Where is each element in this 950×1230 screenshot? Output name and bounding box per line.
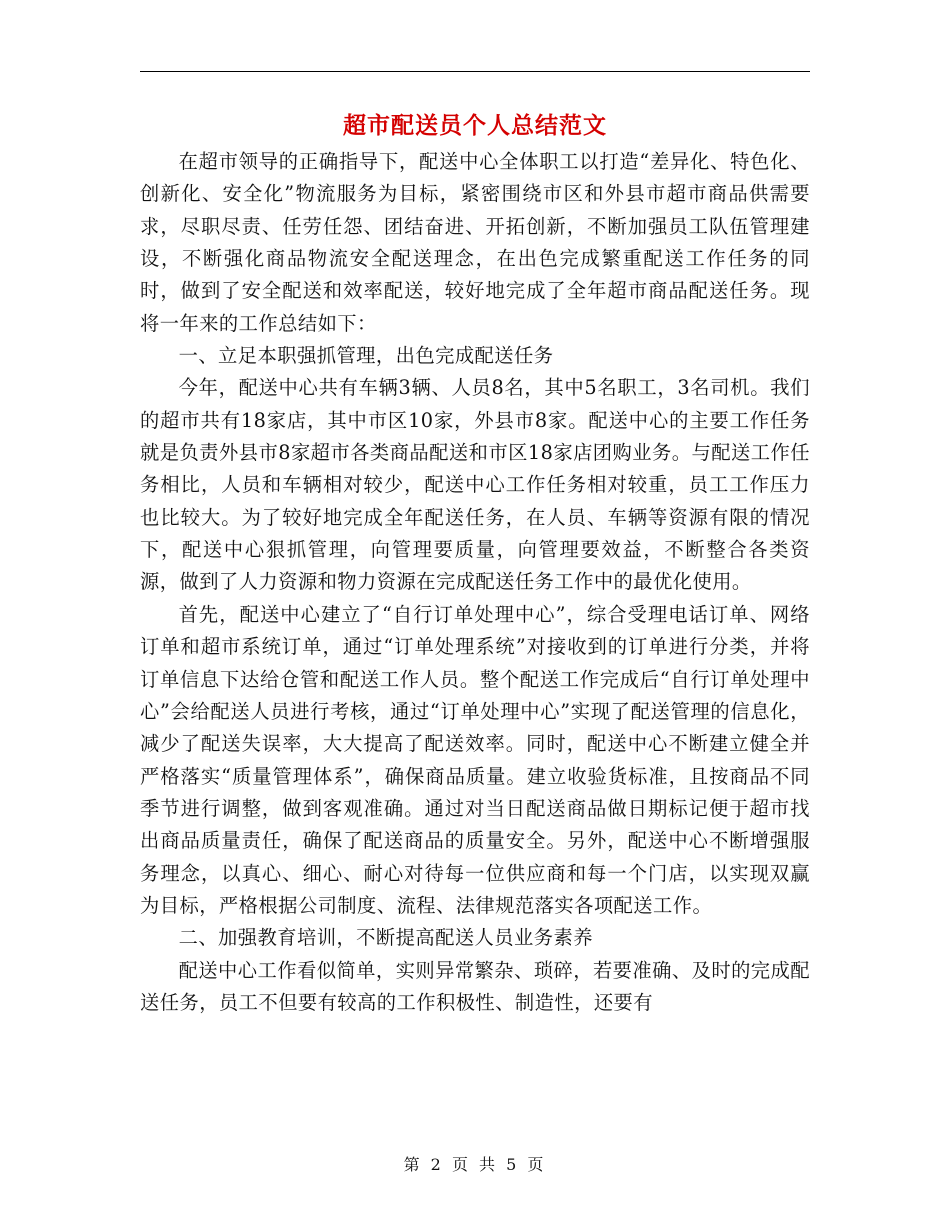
paragraph-order-center: 首先，配送中心建立了“自行订单处理中心”，综合受理电话订单、网络订单和超市系统订单，通过“订单处理系统”对接收到的订单进行分类，并将订单信息下达给仓管和配送工作人员。整个配送工作完成后“自行订单处理中心”会给配送人员进行考核，通过“订单处理中心”实现了配送管理的信息化，减少了配送失误率，大大提高了配送效率。同时，配送中心不断建立健全并严格落实“质量管理体系”，确保商品质量。建立收验货标准，且按商品不同季节进行调整，做到客观准确。通过对当日配送商品做日期标记便于超市找出商品质量责任，确保了配送商品的质量安全。另外，配送中心不断增强服务理念，以真心、细心、耐心对待每一位供应商和每一个门店，以实现双赢为目标，严格根据公司制度、流程、法律规范落实各项配送工作。 <box>140 602 810 917</box>
paragraph-training: 配送中心工作看似简单，实则异常繁杂、琐碎，若要准确、及时的完成配送任务，员工不但要有较高的工作积极性、制造性，还要有 <box>140 958 810 1014</box>
document-body <box>140 146 810 1019</box>
paragraph-staffing: 今年，配送中心共有车辆3辆、人员8名，其中5名职工，3名司机。我们的超市共有18家店，其中市区10家，外县市8家。配送中心的主要工作任务就是负责外县市8家超市各类商品配送和市区18家店团购业务。与配送工作任务相比，人员和车辆相对较少，配送中心工作任务相对较重，员工工作压力也比较大。为了较好地完成全年配送任务，在人员、车辆等资源有限的情况下，配送中心狠抓管理，向管理要质量，向管理要效益，不断整合各类资源，做到了人力资源和物力资源在完成配送任务工作中的最优化使用。 <box>140 376 810 594</box>
section-heading-2: 二、加强教育培训，不断提高配送人员业务素养 <box>178 926 593 950</box>
document-title: 超市配送员个人总结范文 <box>343 112 607 139</box>
paragraph-intro: 在超市领导的正确指导下，配送中心全体职工以打造“差异化、特色化、创新化、安全化”物流服务为目标，紧密围绕市区和外县市超市商品供需要求，尽职尽责、任劳任怨、团结奋进、开拓创新，不断加强员工队伍管理建设，不断强化商品物流安全配送理念，在出色完成繁重配送工作任务的同时，做到了安全配送和效率配送，较好地完成了全年超市商品配送任务。现将一年来的工作总结如下： <box>140 150 810 335</box>
section-heading-1: 一、立足本职强抓管理，出色完成配送任务 <box>178 344 554 368</box>
page-number-footer: 第 2 页 共 5 页 <box>403 1155 547 1174</box>
header-rule <box>140 71 810 72</box>
